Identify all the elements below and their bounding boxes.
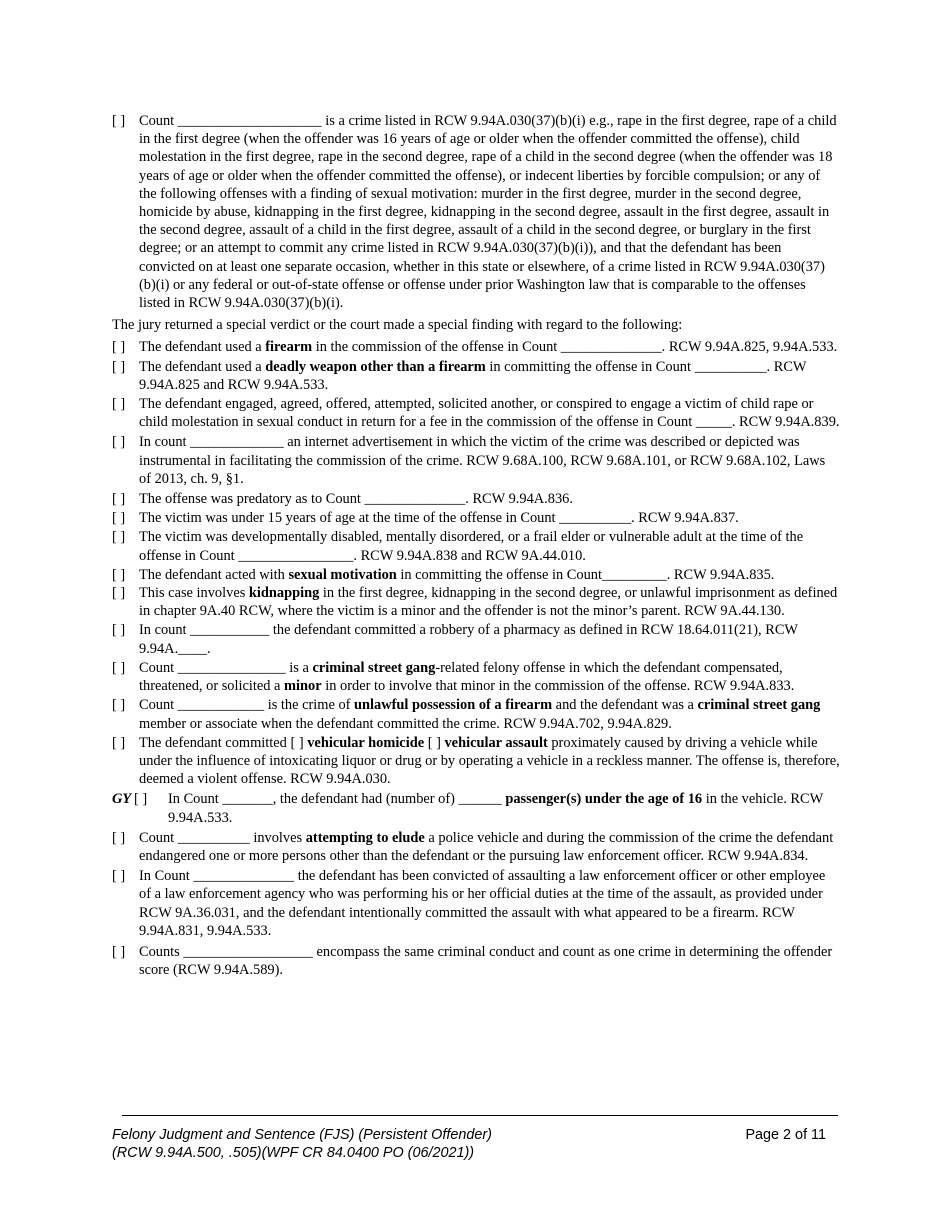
footer-divider: [122, 1115, 838, 1116]
finding-bold: deadly weapon other than a firearm: [265, 358, 486, 375]
same-conduct-finding: [112, 943, 840, 979]
checkbox[interactable]: [ ]: [112, 697, 126, 714]
street-gang-minor-finding: [112, 659, 840, 695]
finding-text: The defendant used a: [139, 358, 266, 375]
finding-bold: criminal street gang: [312, 659, 436, 676]
checkbox[interactable]: [ ]: [112, 358, 126, 375]
finding-bold: passenger(s) under the age of 16: [505, 791, 703, 808]
finding-text: The defendant committed [ ]: [139, 734, 308, 751]
elude-finding: [112, 829, 840, 865]
checkbox[interactable]: [ ]: [112, 868, 126, 885]
finding-text: Count ____________ is the crime of: [139, 697, 355, 714]
finding-text: member or associate when the defendant committed the crime. RCW 9.94A.702, 9.94A.829.: [139, 715, 672, 732]
internet-advertisement-finding: [112, 433, 840, 488]
finding-text: in the vehicle. RCW 9.94A.533.: [168, 791, 823, 826]
finding-text: The victim was under 15 years of age at the time of the offense in Count __________. RCW 9.94A.837.: [139, 510, 739, 527]
finding-text: Count ____________________ is a crime listed in RCW 9.94A.030(37)(b)(i) e.g., rape in the first degree, rape of a child in the first degree (when the offender was 16 years of age or older when the offender committed the offense), child molestation in the first degree, rape in the second degree, rape of a child in the second degree (when the offender was 18 years of age or older when the offender committed the offense), or indecent liberties by forcible compulsion; or any of the following offenses with a finding of sexual motivation: murder in the first degree, murder in the second degree, homicide by abuse, kidnapping in the first degree, kidnapping in the second degree, assault in the first degree, assault in the second degree, assault of a child in the first degree, assault of a child in the second degree, or burglary in the first degree; or an attempt to commit any crime listed in RCW 9.94A.030(37)(b)(i)), and that the defendant has been convicted on at least one separate occasion, whether in this state or elsewhere, of a crime listed in RCW 9.94A.030(37)(b)(i) or any federal or out-of-state offense or offense under prior Washington law that is comparable to the offenses listed in RCW 9.94A.030(37)(b)(i).: [139, 113, 837, 312]
finding-text: in committing the offense in Count __________. RCW 9.94A.825 and RCW 9.94A.533.: [139, 358, 807, 393]
finding-text: The defendant used a: [139, 339, 266, 356]
finding-text: The defendant acted with: [139, 566, 289, 583]
firearm-finding: [112, 338, 840, 356]
deadly-weapon-finding: [112, 358, 840, 394]
finding-bold: firearm: [265, 339, 313, 356]
finding-bold: sexual motivation: [288, 566, 397, 583]
checkbox[interactable]: [ ]: [112, 434, 126, 451]
gy-tag: GY: [112, 791, 132, 808]
finding-bold: unlawful possession of a firearm: [354, 697, 553, 714]
unlawful-firearm-finding: [112, 696, 840, 732]
fee-finding: [112, 395, 840, 431]
checkbox[interactable]: [ ]: [112, 113, 126, 129]
sexual-motivation-finding: [112, 566, 840, 584]
finding-bold: minor: [284, 678, 322, 695]
checkbox[interactable]: [ ]: [112, 734, 126, 751]
checkbox[interactable]: [ ]: [134, 791, 148, 808]
finding-text: Counts __________________ encompass the same criminal conduct and count as one crime in determining the offender score (RCW 9.94A.589).: [139, 943, 833, 979]
checkbox[interactable]: [ ]: [112, 622, 126, 639]
officer-assault-finding: [112, 867, 840, 940]
form-title: Felony Judgment and Sentence (FJS) (Persistent Offender): [112, 1127, 492, 1143]
finding-text: In Count ______________ the defendant has been convicted of assaulting a law enforcement officer or other employee of a law enforcement agency who was performing his or her official duties at the time of the assault, as provided under RCW 9A.36.031, and the defendant intentionally committed the assault with what appeared to be a firearm. RCW 9.94A.831, 9.94A.533.: [139, 868, 826, 939]
checkbox[interactable]: [ ]: [112, 585, 126, 602]
finding-text: In Count _______, the defendant had (number of) ______: [168, 791, 506, 808]
finding-text: The defendant engaged, agreed, offered, attempted, solicited another, or conspired to engage a victim of child rape or child molestation in sexual conduct in return for a fee in the commission of the offense in Count _____. RCW 9.94A.839.: [139, 396, 840, 431]
finding-text: [ ]: [424, 734, 445, 751]
document-body: [112, 112, 840, 979]
finding-text: Count _______________ is a: [139, 659, 313, 676]
finding-text: The victim was developmentally disabled, mentally disordered, or a frail elder or vulnerable adult at the time of the offense in Count ________________. RCW 9.94A.838 and RCW 9A.44.010.: [139, 529, 804, 564]
checkbox[interactable]: [ ]: [112, 529, 126, 546]
page-footer: [112, 1127, 826, 1162]
finding-text: In count _____________ an internet advertisement in which the victim of the crime was described or depicted was instrumental in facilitating the commission of the crime. RCW 9.68A.100, RCW 9.68A.101, or RCW 9.68A.102, Laws of 2013, ch. 9, §1.: [139, 434, 826, 487]
special-verdict-intro: The jury returned a special verdict or the court made a special finding with regard to the following:: [112, 317, 683, 334]
finding-text: a police vehicle and during the commission of the crime the defendant endangered one or more persons other than the defendant or the pursuing law enforcement officer. RCW 9.94A.834.: [139, 829, 834, 864]
page-number: Page 2 of 11: [745, 1127, 826, 1143]
checkbox[interactable]: [ ]: [112, 339, 126, 356]
pharmacy-robbery-finding: [112, 621, 840, 657]
finding-text: in the commission of the offense in Count ______________. RCW 9.94A.825, 9.94A.533.: [312, 339, 838, 356]
finding-text: -related felony offense in which the defendant compensated, threatened, or solicited a: [139, 659, 783, 695]
vulnerable-victim-finding: [112, 528, 840, 564]
finding-text: and the defendant was a: [552, 697, 698, 714]
checkbox[interactable]: [ ]: [112, 396, 126, 413]
predatory-finding: [112, 490, 840, 508]
finding-bold: criminal street gang: [697, 697, 821, 714]
finding-text: The offense was predatory as to Count ______________. RCW 9.94A.836.: [139, 491, 573, 508]
vehicular-finding: [112, 734, 840, 789]
checkbox[interactable]: [ ]: [112, 943, 126, 960]
finding-bold: attempting to elude: [305, 829, 425, 846]
checkbox[interactable]: [ ]: [112, 491, 126, 508]
checkbox[interactable]: [ ]: [112, 659, 126, 676]
checkbox[interactable]: [ ]: [112, 829, 126, 846]
under-15-finding: [112, 509, 840, 527]
finding-bold: vehicular homicide: [307, 734, 425, 751]
finding-text: In count ___________ the defendant committed a robbery of a pharmacy as defined in RCW 18.64.011(21), RCW 9.94A.____.: [139, 622, 798, 657]
finding-text: This case involves: [139, 585, 249, 602]
finding-text: in committing the offense in Count_________. RCW 9.94A.835.: [396, 566, 775, 583]
strike-count-finding: [112, 112, 840, 312]
finding-text: in the first degree, kidnapping in the second degree, or unlawful imprisonment as defined in chapter 9A.40 RCW, where the victim is a minor and the offender is not the minor’s parent. RCW 9A.44.130.: [139, 585, 838, 620]
finding-bold: vehicular assault: [444, 734, 548, 751]
kidnapping-finding: [112, 584, 840, 620]
finding-text: proximately caused by driving a vehicle while under the influence of intoxicating liquor or drug or by operating a vehicle in a reckless manner. The offense is, therefore, deemed a violent offense. RCW 9.94A.030.: [139, 734, 840, 788]
finding-text: Count __________ involves: [139, 829, 306, 846]
passengers-finding: [112, 790, 840, 826]
finding-text: in order to involve that minor in the commission of the offense. RCW 9.94A.833.: [321, 678, 795, 695]
finding-bold: kidnapping: [248, 585, 320, 602]
checkbox[interactable]: [ ]: [112, 510, 126, 527]
form-citation: (RCW 9.94A.500, .505)(WPF CR 84.0400 PO (06/2021)): [112, 1144, 475, 1161]
checkbox[interactable]: [ ]: [112, 566, 126, 583]
